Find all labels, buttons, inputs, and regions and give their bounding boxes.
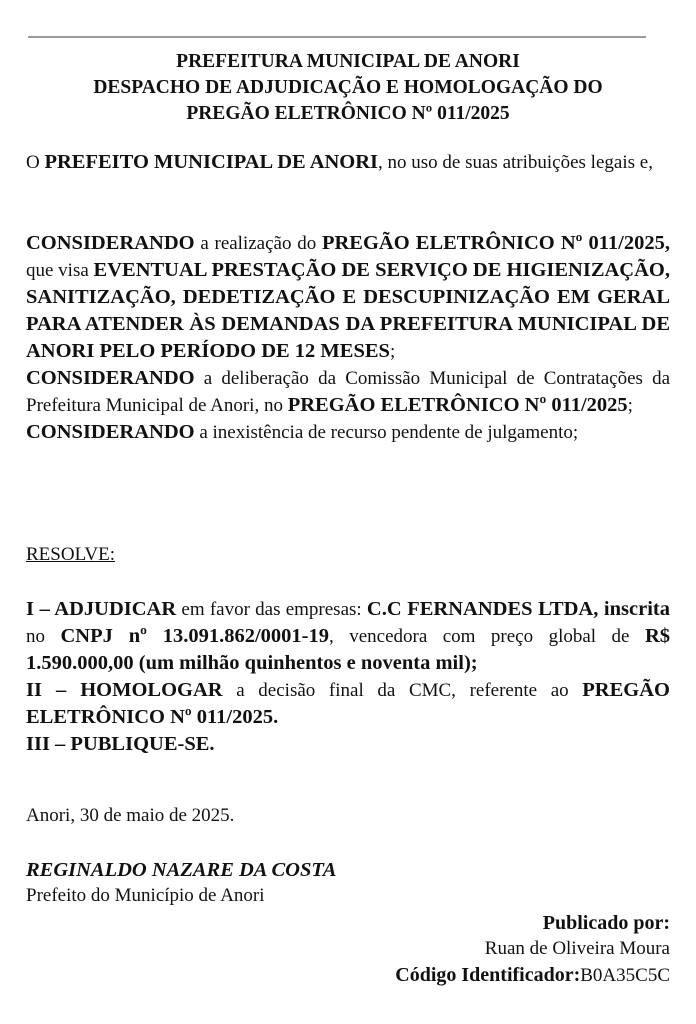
consideration-text: a inexistência de recurso pendente de julgamento; <box>194 422 579 443</box>
decision-1 <box>26 596 670 677</box>
document-heading <box>26 49 670 127</box>
signatory-role: Prefeito do Município de Anori <box>26 885 265 906</box>
consideration-text: que visa <box>26 260 94 281</box>
intro-prefix: O <box>26 152 45 173</box>
consideration-text: a realização do <box>194 233 322 254</box>
decision-3 <box>26 731 670 758</box>
consideration-keyword: CONSIDERANDO <box>26 421 195 443</box>
heading-line-3: PREGÃO ELETRÔNICO Nº 011/2025 <box>186 103 510 124</box>
consideration-2 <box>26 365 670 419</box>
consideration-1 <box>26 230 670 365</box>
consideration-text: a deliberação da Comissão Municipal de Contratações da Prefeitura Municipal de Anori, no <box>26 368 670 416</box>
top-divider <box>28 36 646 38</box>
consideration-object: EVENTUAL PRESTAÇÃO DE SERVIÇO DE HIGIENIZAÇÃO, SANITIZAÇÃO, DEDETIZAÇÃO E DESCUPINIZAÇÃO EM GERAL PARA ATENDER ÀS DEMANDAS DA PREFEITURA MUNICIPAL DE ANORI PELO PERÍODO DE 12 MESES <box>26 259 670 362</box>
resolve-heading: RESOLVE: <box>26 544 116 565</box>
decision-2 <box>26 677 670 731</box>
intro-paragraph <box>26 149 670 176</box>
decision-company: C.C FERNANDES LTDA, inscrita <box>366 598 670 620</box>
decision-keyword: III – PUBLIQUE-SE. <box>26 733 215 755</box>
decision-text: no <box>26 626 61 647</box>
decision-text: a decisão final da CMC, referente ao <box>222 680 583 701</box>
decision-text: em favor das empresas: <box>176 599 367 620</box>
consideration-bold: PREGÃO ELETRÔNICO Nº 011/2025 <box>287 394 628 416</box>
consideration-text: ; <box>389 341 396 362</box>
consideration-keyword: CONSIDERANDO <box>26 367 195 389</box>
decision-text: , vencedora com preço global de <box>328 626 645 647</box>
identifier-code: B0A35C5C <box>580 965 670 986</box>
decision-cnpj: CNPJ nº 13.091.862/0001-19 <box>60 625 329 647</box>
decision-keyword: II – HOMOLOGAR <box>26 679 223 701</box>
consideration-text: ; <box>627 395 633 416</box>
consideration-bold: PREGÃO ELETRÔNICO Nº 011/2025, <box>321 232 670 254</box>
consideration-3 <box>26 419 670 446</box>
heading-line-2: DESPACHO DE ADJUDICAÇÃO E HOMOLOGAÇÃO DO <box>93 77 603 98</box>
publisher-label: Publicado por: <box>542 912 670 934</box>
decisions-block <box>26 596 670 758</box>
signature-block <box>26 857 336 909</box>
heading-line-1: PREFEITURA MUNICIPAL DE ANORI <box>176 51 520 72</box>
identifier-label: Código Identificador: <box>395 964 581 986</box>
document-date: Anori, 30 de maio de 2025. <box>26 805 235 826</box>
decision-price: R$ 1.590.000,00 (um milhão quinhentos e noventa mil); <box>26 625 670 674</box>
identifier-line <box>395 962 670 989</box>
signatory-name: REGINALDO NAZARE DA COSTA <box>26 859 337 881</box>
intro-rest: , no uso de suas atribuições legais e, <box>378 152 653 173</box>
decision-keyword: I – ADJUDICAR <box>26 598 177 620</box>
consideration-keyword: CONSIDERANDO <box>26 232 195 254</box>
publisher-block <box>395 910 670 989</box>
decision-bold: PREGÃO ELETRÔNICO Nº 011/2025. <box>26 679 670 728</box>
considerations-block <box>26 230 670 446</box>
publisher-name: Ruan de Oliveira Moura <box>484 938 670 959</box>
intro-authority: PREFEITO MUNICIPAL DE ANORI <box>44 151 379 173</box>
